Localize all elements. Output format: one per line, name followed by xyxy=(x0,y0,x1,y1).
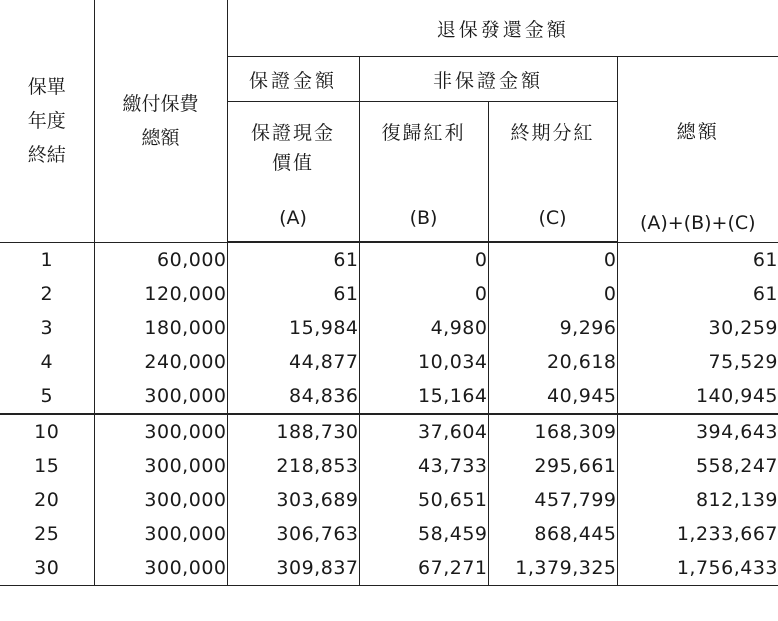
guaranteed-cash-value-cell: 303,689 xyxy=(227,483,359,517)
table-row xyxy=(0,379,778,414)
guaranteed-cash-value-cell: 61 xyxy=(227,242,359,277)
non-guaranteed-header: 非保證金額 xyxy=(359,57,617,102)
total-cell: 61 xyxy=(617,242,778,277)
premium-cell: 120,000 xyxy=(94,277,227,311)
terminal-dividend-cell: 20,618 xyxy=(488,345,617,379)
total-cell: 1,756,433 xyxy=(617,551,778,586)
table-row xyxy=(0,517,778,551)
total-cell: 75,529 xyxy=(617,345,778,379)
guaranteed-cash-value-cell: 44,877 xyxy=(227,345,359,379)
reversionary-bonus-cell: 43,733 xyxy=(359,449,488,483)
policy-year-cell: 10 xyxy=(0,414,94,449)
reversionary-bonus-cell: 15,164 xyxy=(359,379,488,414)
terminal-dividend-cell: 9,296 xyxy=(488,311,617,345)
policy-year-cell: 25 xyxy=(0,517,94,551)
terminal-dividend-cell: 40,945 xyxy=(488,379,617,414)
total-cell: 812,139 xyxy=(617,483,778,517)
terminal-dividend-cell: 457,799 xyxy=(488,483,617,517)
guaranteed-cash-value-cell: 61 xyxy=(227,277,359,311)
premium-cell: 300,000 xyxy=(94,517,227,551)
terminal-dividend-cell: 295,661 xyxy=(488,449,617,483)
premium-cell: 300,000 xyxy=(94,483,227,517)
terminal-dividend-cell: 868,445 xyxy=(488,517,617,551)
table-row xyxy=(0,242,778,277)
total-header xyxy=(617,57,778,243)
terminal-dividend-cell: 0 xyxy=(488,277,617,311)
premium-cell: 300,000 xyxy=(94,414,227,449)
premium-cell: 60,000 xyxy=(94,242,227,277)
reversionary-bonus-cell: 4,980 xyxy=(359,311,488,345)
guaranteed-cash-value-cell: 84,836 xyxy=(227,379,359,414)
guaranteed-cash-value-cell: 218,853 xyxy=(227,449,359,483)
terminal-dividend-cell: 1,379,325 xyxy=(488,551,617,586)
policy-year-cell: 20 xyxy=(0,483,94,517)
table-row xyxy=(0,311,778,345)
reversionary-bonus-cell: 50,651 xyxy=(359,483,488,517)
reversionary-bonus-cell: 0 xyxy=(359,277,488,311)
policy-year-cell: 15 xyxy=(0,449,94,483)
policy-year-cell: 2 xyxy=(0,277,94,311)
reversionary-bonus-cell: 37,604 xyxy=(359,414,488,449)
premium-cell: 240,000 xyxy=(94,345,227,379)
premium-cell: 180,000 xyxy=(94,311,227,345)
guaranteed-cash-value-label: 保證現金 價值 xyxy=(250,122,335,174)
guaranteed-cash-value-cell: 188,730 xyxy=(227,414,359,449)
a-label: (A) xyxy=(279,207,307,229)
terminal-dividend-header xyxy=(488,102,617,243)
table-row xyxy=(0,414,778,449)
reversionary-bonus-cell: 58,459 xyxy=(359,517,488,551)
premium-cell: 300,000 xyxy=(94,379,227,414)
table-row xyxy=(0,449,778,483)
policy-year-cell: 5 xyxy=(0,379,94,414)
total-cell: 140,945 xyxy=(617,379,778,414)
terminal-dividend-cell: 168,309 xyxy=(488,414,617,449)
reversionary-bonus-header xyxy=(359,102,488,243)
total-premium-header xyxy=(94,0,227,242)
c-label: (C) xyxy=(538,207,567,229)
reversionary-bonus-cell: 10,034 xyxy=(359,345,488,379)
policy-year-end-label: 保單 年度 終結 xyxy=(27,75,66,166)
policy-year-cell: 30 xyxy=(0,551,94,586)
total-formula-label: (A)+(B)+(C) xyxy=(639,211,756,234)
table-body xyxy=(0,242,778,586)
premium-cell: 300,000 xyxy=(94,551,227,586)
table-row xyxy=(0,277,778,311)
total-cell: 61 xyxy=(617,277,778,311)
terminal-dividend-cell: 0 xyxy=(488,242,617,277)
guaranteed-cash-value-cell: 15,984 xyxy=(227,311,359,345)
reversionary-bonus-cell: 0 xyxy=(359,242,488,277)
policy-year-cell: 1 xyxy=(0,242,94,277)
surrender-value-header: 退保發還金額 xyxy=(227,0,778,57)
premium-cell: 300,000 xyxy=(94,449,227,483)
total-premium-label: 繳付保費 總額 xyxy=(122,92,199,149)
total-cell: 1,233,667 xyxy=(617,517,778,551)
total-label: 總額 xyxy=(676,121,719,143)
total-cell: 558,247 xyxy=(617,449,778,483)
table-row xyxy=(0,551,778,586)
guaranteed-header: 保證金額 xyxy=(227,57,359,102)
table-row xyxy=(0,345,778,379)
reversionary-bonus-cell: 67,271 xyxy=(359,551,488,586)
guaranteed-cash-value-cell: 306,763 xyxy=(227,517,359,551)
policy-year-cell: 4 xyxy=(0,345,94,379)
guaranteed-cash-value-header xyxy=(227,102,359,243)
guaranteed-cash-value-cell: 309,837 xyxy=(227,551,359,586)
table-row xyxy=(0,483,778,517)
policy-year-cell: 3 xyxy=(0,311,94,345)
policy-year-end-header xyxy=(0,0,94,242)
reversionary-bonus-label: 復歸紅利 xyxy=(381,122,466,144)
terminal-dividend-label: 終期分紅 xyxy=(510,122,595,144)
total-cell: 394,643 xyxy=(617,414,778,449)
total-cell: 30,259 xyxy=(617,311,778,345)
b-label: (B) xyxy=(409,207,438,229)
